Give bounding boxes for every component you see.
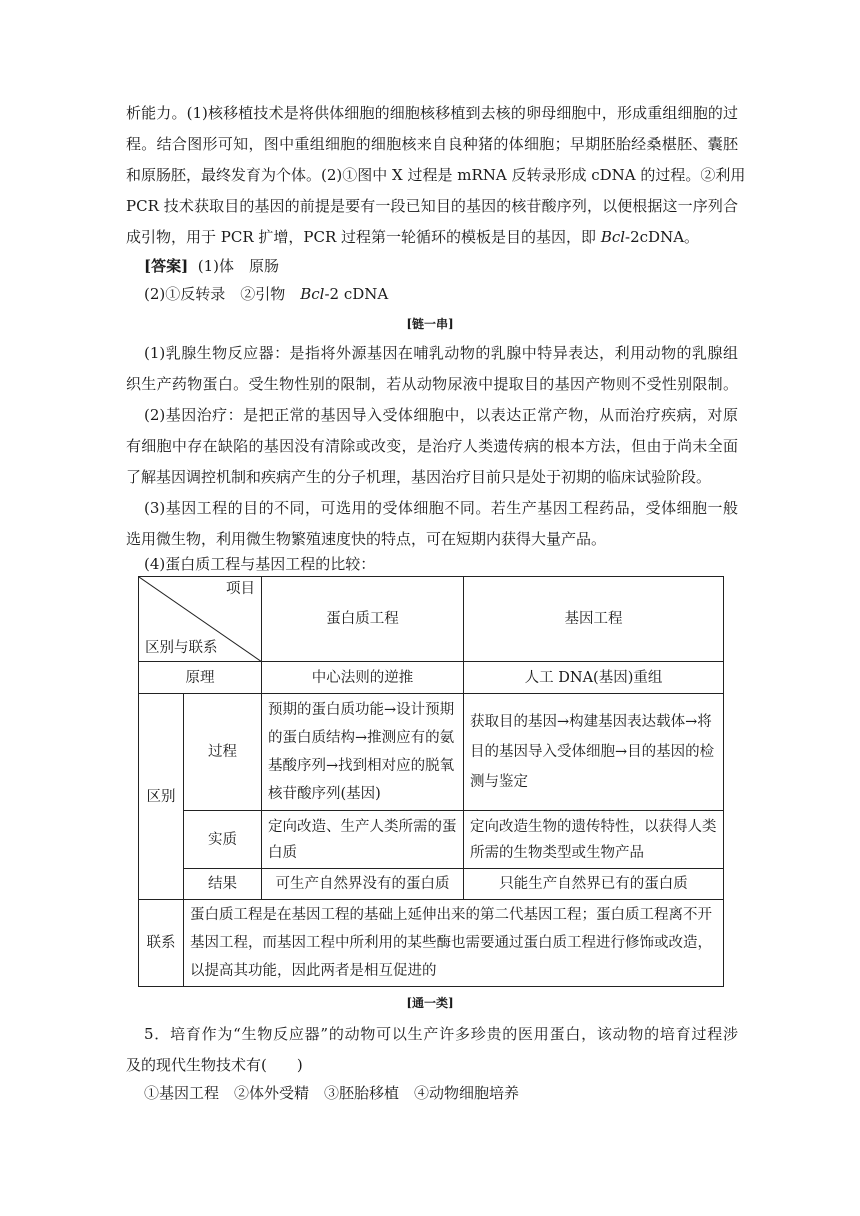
essence-gene: 定向改造生物的遗传特性，以获得人类所需的生物类型或生物产品 (464, 811, 724, 869)
point-2-line-2: 有细胞中存在缺陷的基因没有清除或改变，是治疗人类遗传病的根本方法，但由于尚未全面 (126, 437, 738, 455)
result-protein: 可生产自然界没有的蛋白质 (262, 869, 464, 900)
principle-gene: 人工 DNA(基因)重组 (464, 662, 724, 694)
question-options: ①基因工程 ②体外受精 ③胚胎移植 ④动物细胞培养 (144, 1084, 520, 1102)
process-protein: 预期的蛋白质功能→设计预期的蛋白质结构→推测应有的氨基酸序列→找到相对应的脱氧核苷酸序列(基因) (262, 694, 464, 811)
point-4: (4)蛋白质工程与基因工程的比较： (144, 555, 376, 573)
point-3-line-2: 选用微生物，利用微生物繁殖速度快的特点，可在短期内获得大量产品。 (126, 530, 607, 548)
comparison-table (138, 576, 724, 987)
header-item: 项目 (226, 581, 255, 597)
intro-line-1: 析能力。(1)核移植技术是将供体细胞的细胞核移植到去核的卵母细胞中，形成重组细胞的过 (126, 104, 738, 122)
process-gene: 获取目的基因→构建基因表达载体→将目的基因导入受体细胞→目的基因的检测与鉴定 (464, 694, 724, 811)
answer-text-1: (1)体 原肠 (197, 257, 279, 275)
answer-line-2 (144, 283, 738, 305)
group-diff-label: 区别 (139, 694, 184, 900)
header-protein-engineering: 蛋白质工程 (262, 577, 464, 662)
section-title-type: [通一类] (406, 996, 454, 1010)
header-diff: 区别与联系 (145, 640, 218, 656)
point-3-line-1: (3)基因工程的目的不同，可选用的受体细胞不同。若生产基因工程药品，受体细胞一般 (144, 499, 738, 517)
intro-line-5-b: -2cDNA。 (625, 228, 700, 246)
answer-label: [答案] (144, 257, 189, 275)
question-line-2: 及的现代生物技术有( ) (126, 1056, 303, 1074)
essence-protein: 定向改造、生产人类所需的蛋白质 (262, 811, 464, 869)
header-gene-engineering: 基因工程 (464, 577, 724, 662)
row-link-label: 联系 (139, 900, 184, 987)
result-gene: 只能生产自然界已有的蛋白质 (464, 869, 724, 900)
link-content: 蛋白质工程是在基因工程的基础上延伸出来的第二代基因工程；蛋白质工程离不开基因工程，而基因工程中所利用的某些酶也需要通过蛋白质工程进行修饰或改造，以提高其功能，因此两者是相互促进的 (184, 900, 724, 987)
row-process-label: 过程 (184, 694, 262, 811)
answer-line-1 (144, 255, 738, 277)
intro-line-2: 程。结合图形可知，图中重组细胞的细胞核来自良种猪的体细胞；早期胚胎经桑椹胚、囊胚 (126, 135, 738, 153)
row-essence-label: 实质 (184, 811, 262, 869)
question-line-1: 5．培育作为“生物反应器”的动物可以生产许多珍贵的医用蛋白，该动物的培育过程涉 (144, 1025, 738, 1043)
intro-line-4: PCR 技术获取目的基因的前提是要有一段已知目的基因的核苷酸序列，以便根据这一序列合 (126, 197, 738, 215)
point-1-line-1: (1)乳腺生物反应器：是指将外源基因在哺乳动物的乳腺中特异表达，利用动物的乳腺组 (144, 344, 738, 362)
answer-text-2b: -2 cDNA (324, 285, 389, 303)
table-corner-header (139, 577, 262, 662)
intro-line-5-a: 成引物，用于 PCR 扩增，PCR 过程第一轮循环的模板是目的基因，即 (126, 228, 601, 246)
point-1-line-2: 织生产药物蛋白。受生物性别的限制，若从动物尿液中提取目的基因产物则不受性别限制。 (126, 375, 738, 393)
answer-text-2-italic: Bcl (300, 285, 325, 303)
row-principle-label: 原理 (139, 662, 262, 694)
answer-text-2a: (2)①反转录 ②引物 (144, 285, 301, 303)
section-title-link: [链一串] (406, 317, 454, 331)
intro-line-5-italic: Bcl (600, 228, 626, 246)
principle-protein: 中心法则的逆推 (262, 662, 464, 694)
intro-line-5 (126, 226, 738, 248)
row-result-label: 结果 (184, 869, 262, 900)
intro-line-3: 和原肠胚，最终发育为个体。(2)①图中 X 过程是 mRNA 反转录形成 cDNA 的过程。②利用 (126, 166, 746, 184)
point-2-line-3: 了解基因调控机制和疾病产生的分子机理，基因治疗目前只是处于初期的临床试验阶段。 (126, 468, 712, 486)
point-2-line-1: (2)基因治疗：是把正常的基因导入受体细胞中，以表达正常产物，从而治疗疾病，对原 (144, 406, 738, 424)
